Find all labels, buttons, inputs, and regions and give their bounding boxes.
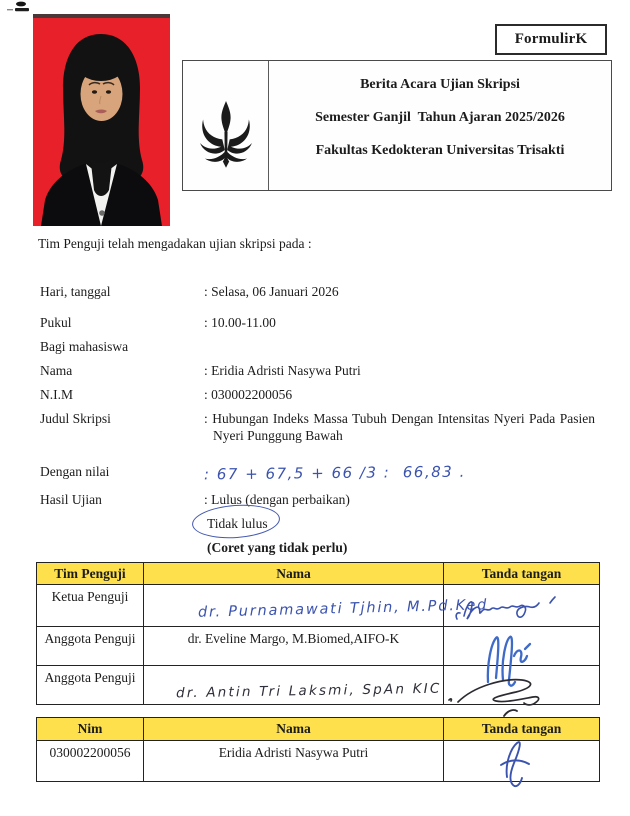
field-hasil-fail-option: Tidak lulus [207, 516, 268, 531]
field-nama-label: Nama [40, 363, 73, 378]
field-bagi-mahasiswa [40, 339, 204, 355]
document-title-line2: Semester Ganjil Tahun Ajaran 2025/2026 [315, 110, 565, 125]
field-pukul-value: : 10.00-11.00 [204, 315, 276, 330]
field-hasil-label: Hasil Ujian [40, 492, 102, 507]
handwritten-signature-icon [446, 676, 546, 710]
coret-note: (Coret yang tidak perlu) [207, 540, 348, 555]
field-pukul-label: Pukul [40, 315, 72, 330]
examiner-name-cell: dr. Eveline Margo, M.Biomed,AIFO-K [144, 627, 444, 666]
field-hari-value: : Selasa, 06 Januari 2026 [204, 284, 339, 299]
document-header [182, 60, 612, 191]
field-hasil-pass-option: : Lulus (dengan perbaikan) [204, 492, 350, 507]
pen-mark-icon [503, 708, 519, 718]
field-pukul [40, 315, 276, 331]
handwritten-examiner-name: dr. Antin Tri Laksmi, SpAn KIC [175, 680, 442, 702]
handwritten-grade-value: : 67 + 67,5 + 66 /3 : 66,83 . [203, 462, 466, 484]
examiner-table-header-row [37, 563, 600, 585]
column-header-nama: Nama [144, 718, 444, 741]
field-dengan-nilai [40, 464, 466, 482]
examiner-role-cell: Anggota Penguji [37, 627, 144, 666]
field-judul-skripsi [40, 411, 595, 444]
student-table-header-row [37, 718, 600, 741]
field-nim [40, 387, 292, 403]
column-header-nama: Nama [144, 563, 444, 585]
column-header-tanda-tangan: Tanda tangan [444, 718, 600, 741]
field-nim-label: N.I.M [40, 387, 73, 402]
form-code-label: FormulirK [514, 31, 588, 47]
field-nama [40, 363, 361, 379]
document-title-line1: Berita Acara Ujian Skripsi [360, 77, 520, 92]
field-hari [40, 284, 339, 300]
field-judul-value: : Hubungan Indeks Massa Tubuh Dengan Intensitas Nyeri Pada Pasien Nyeri Punggung Bawah [204, 411, 595, 443]
field-hasil-ujian [40, 492, 350, 508]
intro-text: Tim Penguji telah mengadakan ujian skripsi pada : [38, 236, 312, 251]
university-logo-cell [183, 61, 269, 190]
handwritten-signature-icon [498, 739, 534, 791]
student-name-cell: Eridia Adristi Nasywa Putri [144, 741, 444, 782]
document-title-block [269, 61, 611, 190]
field-bagi-label: Bagi mahasiswa [40, 339, 129, 354]
handwritten-signature-icon [455, 595, 560, 625]
column-header-tanda-tangan: Tanda tangan [444, 563, 600, 585]
column-header-nim: Nim [37, 718, 144, 741]
field-nilai-label: Dengan nilai [40, 464, 110, 479]
document-title-line3: Fakultas Kedokteran Universitas Trisakti [315, 143, 565, 158]
examiner-role-cell: Ketua Penguji [37, 585, 144, 627]
column-header-tim-penguji: Tim Penguji [37, 563, 144, 585]
form-code-box [495, 24, 607, 55]
field-nim-value: : 030002200056 [204, 387, 293, 402]
examiner-role-cell: Anggota Penguji [37, 666, 144, 705]
field-judul-label: Judul Skripsi [40, 411, 111, 426]
trisakti-logo-icon [195, 101, 257, 169]
field-nama-value: : Eridia Adristi Nasywa Putri [204, 363, 361, 378]
field-hari-label: Hari, tanggal [40, 284, 111, 299]
scan-artifact [6, 1, 36, 15]
handwritten-examiner-name: dr. Purnamawati Tjhin, M.Pd.Ked [197, 597, 489, 621]
student-nim-cell: 030002200056 [37, 741, 144, 782]
student-photo [33, 14, 170, 226]
